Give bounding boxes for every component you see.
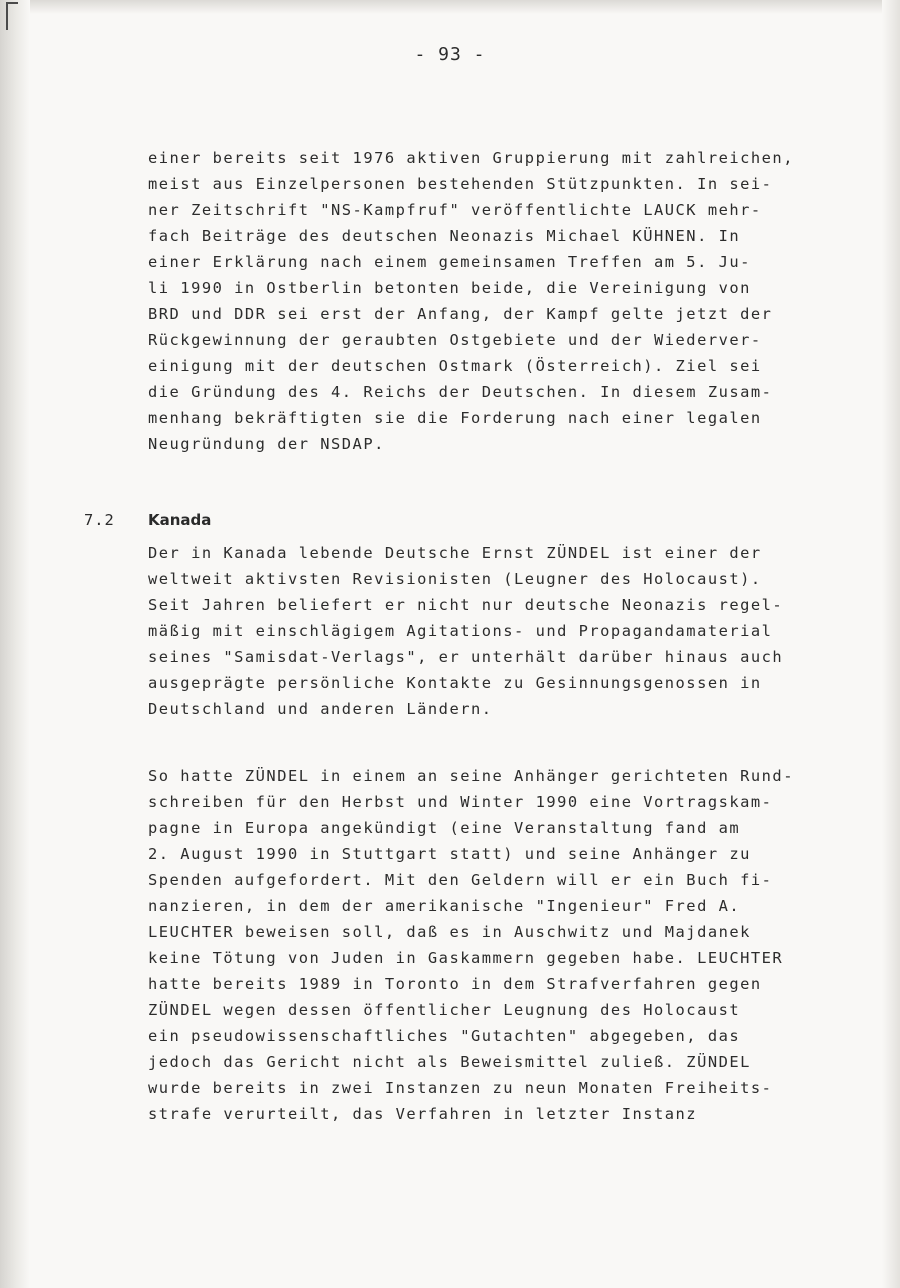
scan-shadow-top	[0, 0, 900, 14]
text-line: jedoch das Gericht nicht als Beweismittel zuließ. ZÜNDEL	[148, 1053, 751, 1071]
paragraph-2	[148, 540, 828, 722]
text-line: Deutschland und anderen Ländern.	[148, 700, 493, 718]
text-line: Spenden aufgefordert. Mit den Geldern will er ein Buch fi-	[148, 871, 773, 889]
text-line: ner Zeitschrift "NS-Kampfruf" veröffentlichte LAUCK mehr-	[148, 201, 762, 219]
scan-shadow-left	[0, 0, 30, 1288]
section-title: Kanada	[148, 511, 212, 529]
text-line: seines "Samisdat-Verlags", er unterhält darüber hinaus auch	[148, 648, 784, 666]
text-line: Rückgewinnung der geraubten Ostgebiete und der Wiederver-	[148, 331, 762, 349]
text-line: ein pseudowissenschaftliches "Gutachten" abgegeben, das	[148, 1027, 741, 1045]
text-line: einer bereits seit 1976 aktiven Gruppierung mit zahlreichen,	[148, 149, 794, 167]
text-line: mäßig mit einschlägigem Agitations- und Propagandamaterial	[148, 622, 773, 640]
text-line: einer Erklärung nach einem gemeinsamen Treffen am 5. Ju-	[148, 253, 751, 271]
text-line: ausgeprägte persönliche Kontakte zu Gesinnungsgenossen in	[148, 674, 762, 692]
text-line: Der in Kanada lebende Deutsche Ernst ZÜNDEL ist einer der	[148, 544, 762, 562]
paragraph-1	[148, 145, 828, 457]
text-line: schreiben für den Herbst und Winter 1990 eine Vortragskam-	[148, 793, 773, 811]
text-line: li 1990 in Ostberlin betonten beide, die Vereinigung von	[148, 279, 751, 297]
scan-shadow-right	[882, 0, 900, 1288]
text-line: BRD und DDR sei erst der Anfang, der Kampf gelte jetzt der	[148, 305, 773, 323]
text-line: LEUCHTER beweisen soll, daß es in Auschwitz und Majdanek	[148, 923, 751, 941]
page-number: - 93 -	[414, 44, 486, 65]
text-line: Neugründung der NSDAP.	[148, 435, 385, 453]
text-line: menhang bekräftigten sie die Forderung nach einer legalen	[148, 409, 762, 427]
text-line: wurde bereits in zwei Instanzen zu neun Monaten Freiheits-	[148, 1079, 773, 1097]
text-line: weltweit aktivsten Revisionisten (Leugner des Holocaust).	[148, 570, 762, 588]
text-line: 2. August 1990 in Stuttgart statt) und seine Anhänger zu	[148, 845, 751, 863]
text-line: Seit Jahren beliefert er nicht nur deutsche Neonazis regel-	[148, 596, 784, 614]
text-line: fach Beiträge des deutschen Neonazis Michael KÜHNEN. In	[148, 227, 741, 245]
paragraph-3	[148, 763, 828, 1127]
section-number: 7.2	[84, 511, 115, 529]
text-line: ZÜNDEL wegen dessen öffentlicher Leugnung des Holocaust	[148, 1001, 741, 1019]
text-line: pagne in Europa angekündigt (eine Veranstaltung fand am	[148, 819, 741, 837]
text-line: nanzieren, in dem der amerikanische "Ingenieur" Fred A.	[148, 897, 741, 915]
text-line: meist aus Einzelpersonen bestehenden Stützpunkten. In sei-	[148, 175, 773, 193]
scan-corner-mark	[6, 2, 18, 30]
text-line: einigung mit der deutschen Ostmark (Österreich). Ziel sei	[148, 357, 762, 375]
text-line: keine Tötung von Juden in Gaskammern gegeben habe. LEUCHTER	[148, 949, 784, 967]
text-line: hatte bereits 1989 in Toronto in dem Strafverfahren gegen	[148, 975, 762, 993]
text-line: So hatte ZÜNDEL in einem an seine Anhänger gerichteten Rund-	[148, 767, 794, 785]
text-line: strafe verurteilt, das Verfahren in letzter Instanz	[148, 1105, 698, 1123]
text-line: die Gründung des 4. Reichs der Deutschen. In diesem Zusam-	[148, 383, 773, 401]
